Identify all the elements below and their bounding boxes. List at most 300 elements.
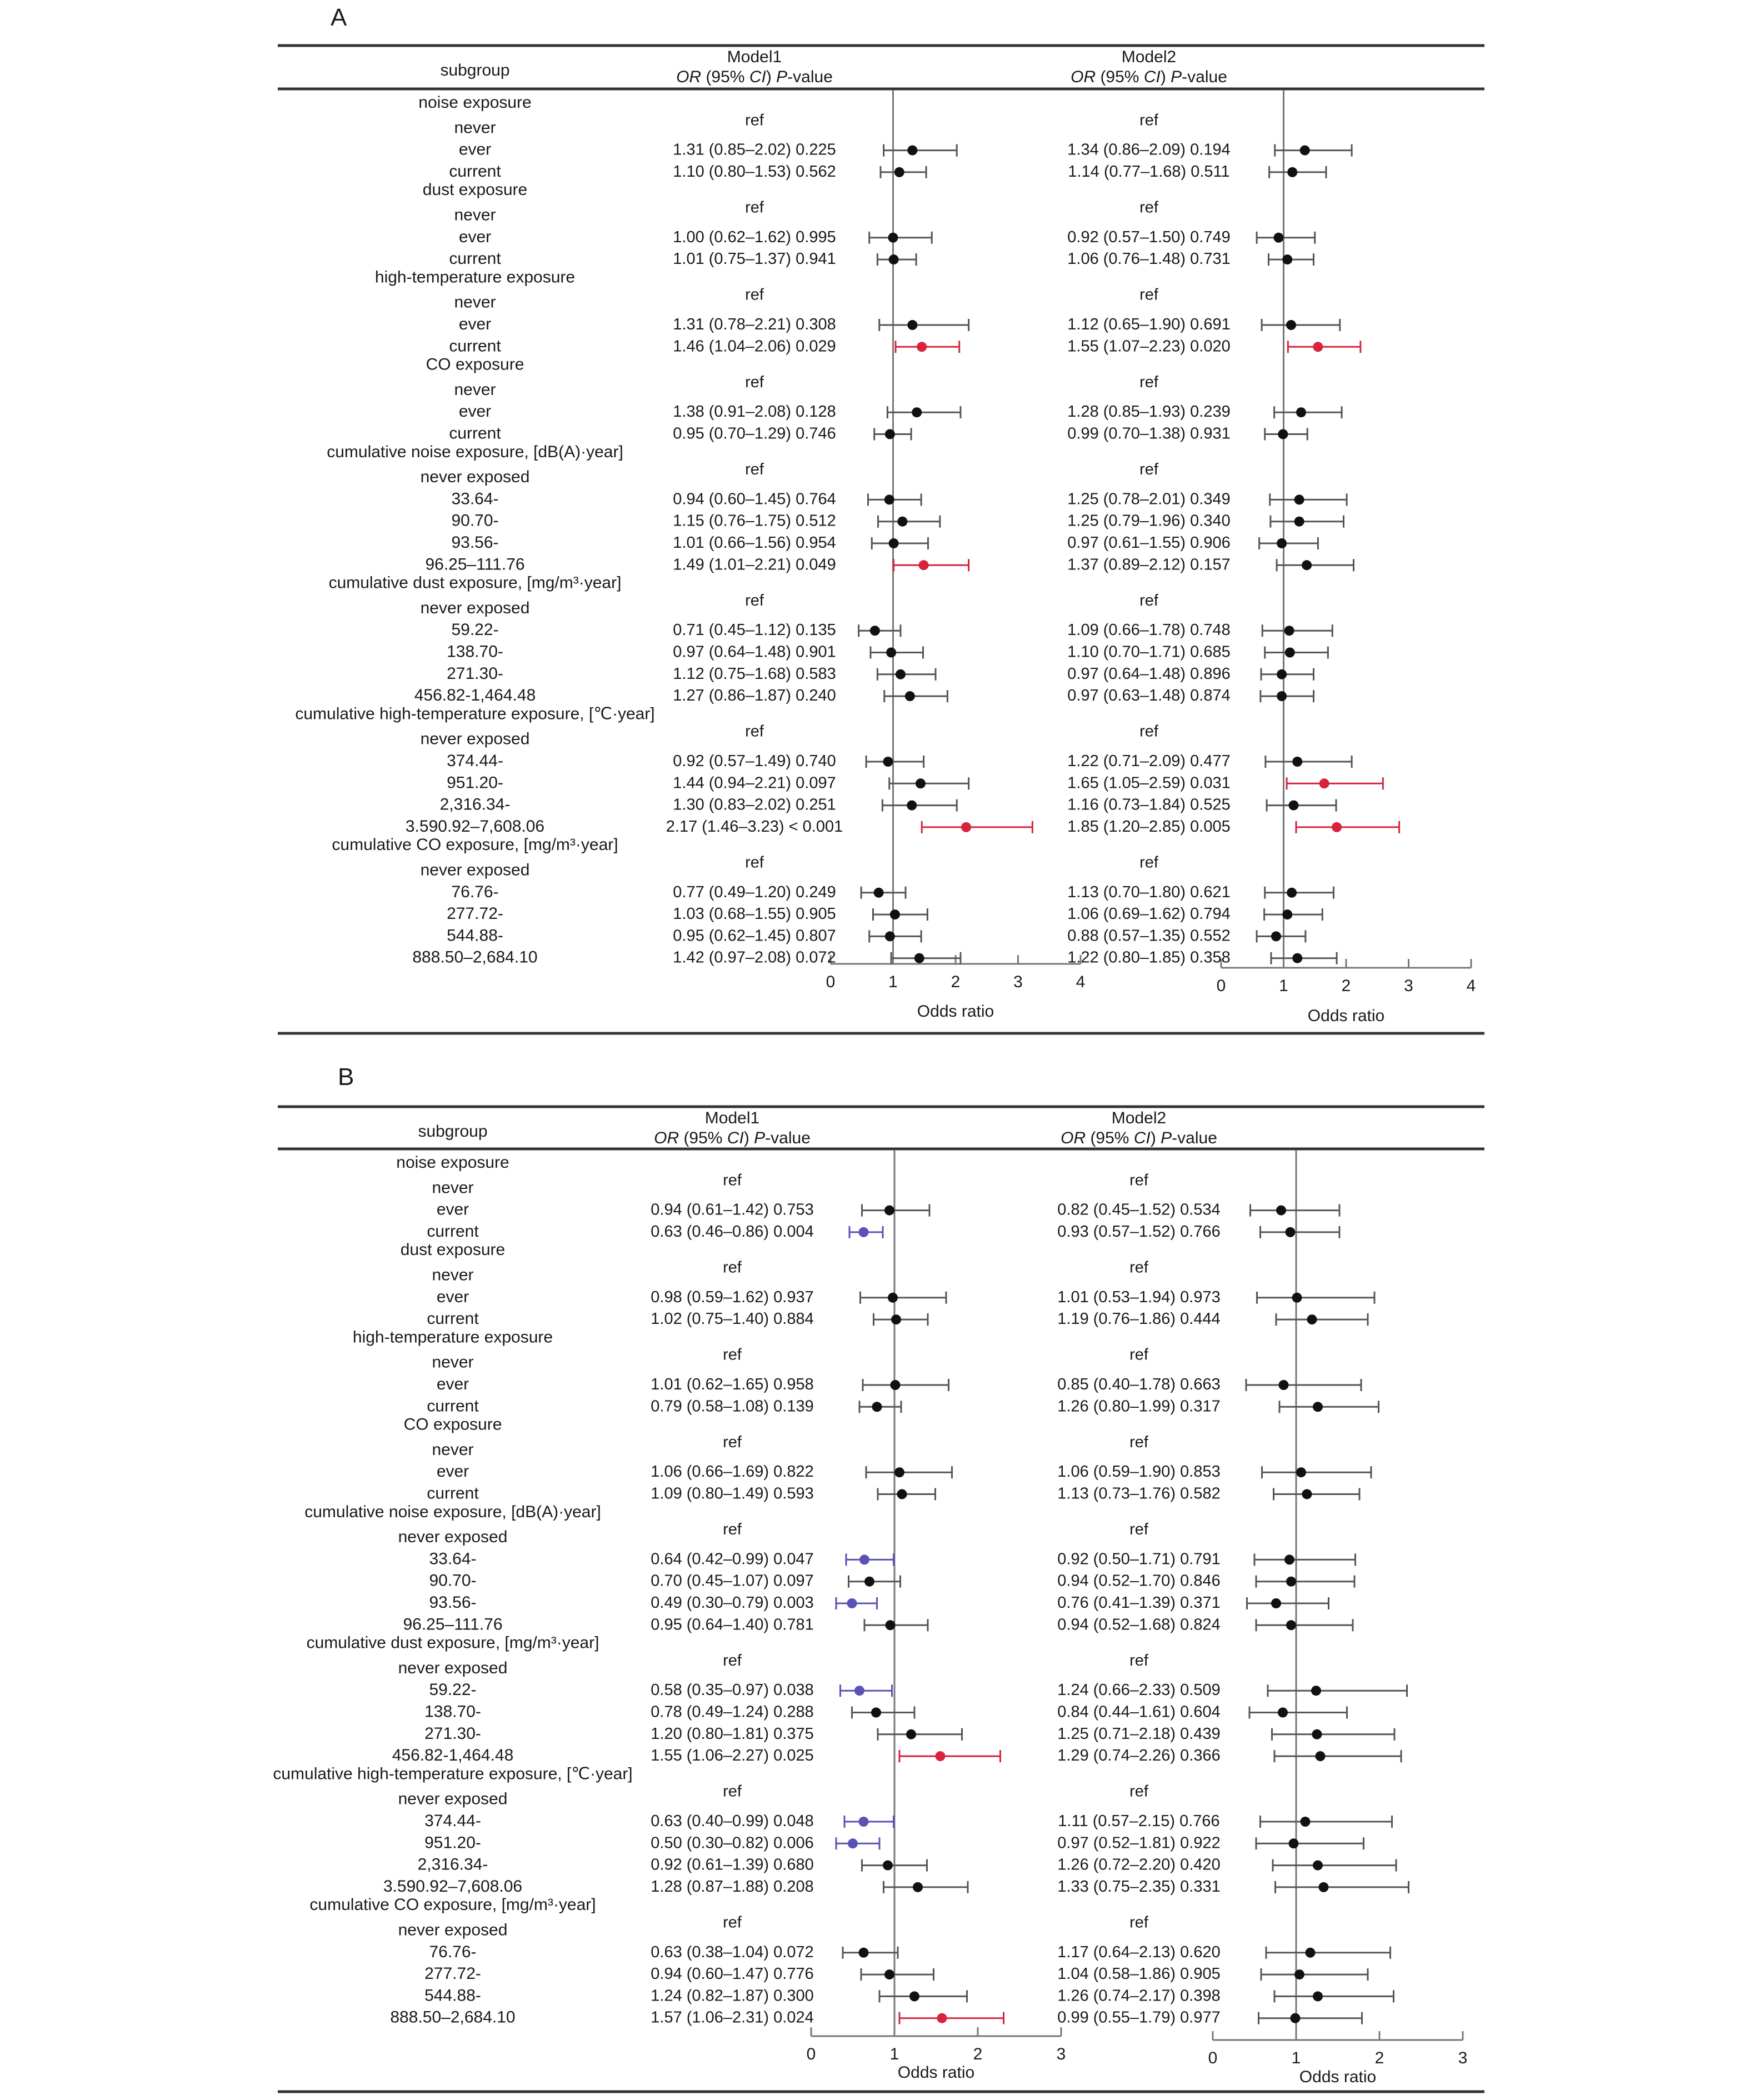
- model-header-1: Model1: [704, 1109, 760, 1127]
- panel-B: [273, 1063, 1484, 2092]
- or-point: [859, 1817, 869, 1827]
- subgroup-level: 277.72-: [447, 904, 503, 923]
- or-ci-p-text: 0.78 (0.49–1.24) 0.288: [651, 1703, 814, 1721]
- subgroup-category: CO exposure: [403, 1415, 502, 1434]
- ref-label: ref: [1129, 1521, 1148, 1539]
- subgroup-level: 271.30-: [447, 664, 503, 683]
- or-ci-p-text: 1.57 (1.06–2.31) 0.024: [651, 2008, 814, 2027]
- x-tick-label: 1: [888, 973, 898, 991]
- x-tick-label: 3: [1013, 973, 1023, 991]
- or-point: [917, 342, 927, 352]
- subgroup-level: never exposed: [420, 468, 530, 487]
- ref-label: ref: [1139, 591, 1158, 609]
- or-point: [1307, 1314, 1317, 1324]
- or-point: [1301, 1817, 1311, 1827]
- or-ci-p-text: 0.95 (0.64–1.40) 0.781: [651, 1616, 814, 1634]
- or-point: [1286, 1577, 1296, 1587]
- or-ci-p-text: 1.28 (0.87–1.88) 0.208: [651, 1877, 814, 1896]
- or-point: [1294, 494, 1304, 504]
- ref-label: ref: [1129, 1651, 1148, 1669]
- ref-label: ref: [723, 1782, 742, 1801]
- subgroup-level: 888.50–2,684.10: [412, 948, 538, 967]
- or-point: [889, 254, 899, 264]
- subgroup-level: 33.64-: [429, 1549, 477, 1568]
- ref-label: ref: [1129, 1913, 1148, 1932]
- or-ci-p-text: 1.27 (0.86–1.87) 0.240: [673, 687, 836, 705]
- subgroup-category: cumulative CO exposure, [mg/m³·year]: [309, 1896, 596, 1914]
- or-point: [885, 931, 895, 941]
- x-tick-label: 1: [1291, 2049, 1301, 2067]
- subgroup-level: 96.25–111.76: [425, 555, 525, 574]
- or-point: [883, 1861, 893, 1871]
- or-ci-p-text: 1.01 (0.62–1.65) 0.958: [651, 1376, 814, 1393]
- ref-label: ref: [1129, 1171, 1148, 1189]
- ref-label: ref: [1139, 111, 1158, 129]
- subgroup-category: noise exposure: [396, 1153, 509, 1172]
- subgroup-category: cumulative dust exposure, [mg/m³·year]: [306, 1633, 599, 1652]
- or-ci-p-text: 0.63 (0.38–1.04) 0.072: [651, 1943, 814, 1961]
- ref-label: ref: [723, 1258, 742, 1277]
- or-point: [1292, 1293, 1302, 1303]
- subgroup-level: never exposed: [420, 729, 530, 748]
- ref-label: ref: [1129, 1346, 1148, 1364]
- or-point: [1271, 931, 1281, 941]
- or-ci-p-text: 1.65 (1.05–2.59) 0.031: [1067, 774, 1231, 792]
- or-point: [891, 1380, 901, 1390]
- or-point: [884, 494, 894, 504]
- or-ci-p-text: 1.09 (0.66–1.78) 0.748: [1067, 621, 1231, 639]
- subgroup-level: never exposed: [420, 861, 530, 879]
- or-ci-p-text: 0.92 (0.57–1.49) 0.740: [673, 752, 836, 770]
- or-point: [1300, 146, 1310, 156]
- or-ci-p-text: 1.12 (0.75–1.68) 0.583: [673, 664, 836, 683]
- or-ci-p-text: 1.01 (0.66–1.56) 0.954: [673, 534, 836, 552]
- or-ci-p-text: 1.85 (1.20–2.85) 0.005: [1067, 817, 1231, 836]
- or-ci-p-text: 0.64 (0.42–0.99) 0.047: [651, 1550, 814, 1568]
- subgroup-category: dust exposure: [422, 181, 528, 199]
- or-ci-p-text: 1.06 (0.69–1.62) 0.794: [1067, 905, 1231, 923]
- panel-label: B: [338, 1063, 354, 1091]
- x-axis-label-model1: Odds ratio: [897, 2063, 975, 2082]
- or-point: [888, 233, 898, 243]
- model-header-2: Model2: [1121, 48, 1177, 66]
- or-ci-p-text: 0.92 (0.57–1.50) 0.749: [1067, 228, 1231, 246]
- subgroup-level: 271.30-: [424, 1724, 481, 1743]
- or-ci-p-text: 1.14 (0.77–1.68) 0.511: [1068, 162, 1230, 181]
- or-ci-p-text: 0.63 (0.46–0.86) 0.004: [651, 1222, 814, 1241]
- or-point: [894, 1467, 904, 1477]
- x-tick-label: 1: [889, 2045, 899, 2063]
- ref-label: ref: [1139, 286, 1158, 304]
- subgroup-level: never exposed: [398, 1528, 508, 1547]
- ref-label: ref: [745, 853, 764, 872]
- panel-A: [278, 4, 1484, 1033]
- or-ci-p-text: 0.58 (0.35–0.97) 0.038: [651, 1681, 814, 1699]
- x-tick-label: 2: [1341, 977, 1351, 995]
- or-ci-p-text: 0.85 (0.40–1.78) 0.663: [1057, 1376, 1221, 1393]
- or-ci-p-text: 1.44 (0.94–2.21) 0.097: [673, 774, 836, 792]
- x-axis-label-model2: Odds ratio: [1299, 2068, 1377, 2086]
- or-ci-p-text: 1.10 (0.70–1.71) 0.685: [1067, 643, 1231, 661]
- or-point: [1282, 254, 1292, 264]
- or-ci-p-text: 1.25 (0.71–2.18) 0.439: [1057, 1724, 1221, 1743]
- subgroup-category: high-temperature exposure: [352, 1328, 553, 1347]
- x-tick-label: 0: [806, 2045, 816, 2063]
- or-ci-p-text: 0.71 (0.45–1.12) 0.135: [673, 621, 836, 639]
- or-point: [907, 320, 917, 330]
- or-point: [872, 1402, 882, 1412]
- or-point: [1278, 429, 1288, 439]
- subgroup-level: never: [432, 1178, 474, 1197]
- subgroup-level: ever: [436, 1287, 469, 1306]
- or-ci-p-text: 0.94 (0.61–1.42) 0.753: [651, 1201, 814, 1219]
- or-ci-p-text: 0.94 (0.52–1.68) 0.824: [1057, 1616, 1221, 1634]
- or-ci-p-text: 1.26 (0.72–2.20) 0.420: [1057, 1856, 1221, 1874]
- or-point: [1279, 1380, 1289, 1390]
- or-ci-p-text: 1.01 (0.53–1.94) 0.973: [1057, 1288, 1221, 1306]
- subgroup-level: never: [432, 1266, 474, 1284]
- or-point: [1294, 517, 1304, 527]
- or-ci-p-text: 0.63 (0.40–0.99) 0.048: [651, 1812, 814, 1830]
- subgroup-level: 90.70-: [451, 511, 499, 530]
- or-point: [1313, 1991, 1323, 2001]
- subgroup-level: never exposed: [398, 1789, 508, 1808]
- or-point: [870, 626, 880, 636]
- subgroup-level: ever: [458, 315, 492, 333]
- x-tick-label: 0: [1216, 977, 1226, 995]
- stat-header: OR (95% CI) P-value: [1061, 1129, 1217, 1147]
- subgroup-category: high-temperature exposure: [374, 268, 576, 287]
- subgroup-level: 544.88-: [424, 1986, 481, 2005]
- or-point: [1313, 1861, 1323, 1871]
- or-point: [894, 167, 904, 177]
- subgroup-level: 2,316.34-: [417, 1855, 488, 1874]
- x-axis-label-model2: Odds ratio: [1307, 1007, 1385, 1025]
- or-ci-p-text: 1.06 (0.59–1.90) 0.853: [1057, 1463, 1221, 1481]
- ref-label: ref: [745, 373, 764, 391]
- or-point: [913, 1882, 923, 1892]
- subgroup-level: current: [449, 249, 501, 268]
- or-ci-p-text: 1.29 (0.74–2.26) 0.366: [1057, 1747, 1221, 1765]
- ref-label: ref: [1139, 461, 1158, 479]
- stat-header: OR (95% CI) P-value: [1071, 68, 1227, 86]
- panel-label: A: [331, 4, 347, 31]
- or-ci-p-text: 0.77 (0.49–1.20) 0.249: [673, 883, 836, 901]
- or-point: [885, 429, 895, 439]
- or-point: [859, 1948, 869, 1958]
- or-point: [1332, 822, 1342, 832]
- or-ci-p-text: 1.55 (1.06–2.27) 0.025: [651, 1747, 814, 1765]
- subgroup-level: 374.44-: [424, 1812, 481, 1830]
- subgroup-level: current: [427, 1397, 479, 1416]
- or-ci-p-text: 1.09 (0.80–1.49) 0.593: [651, 1484, 814, 1503]
- or-point: [859, 1227, 869, 1237]
- or-point: [1286, 1227, 1296, 1237]
- or-point: [1287, 167, 1297, 177]
- or-point: [1286, 320, 1296, 330]
- or-ci-p-text: 0.84 (0.44–1.61) 0.604: [1057, 1703, 1221, 1721]
- subgroup-level: never exposed: [398, 1658, 508, 1677]
- subgroup-level: 33.64-: [451, 489, 499, 508]
- or-ci-p-text: 1.04 (0.58–1.86) 0.905: [1057, 1965, 1221, 1983]
- or-point: [919, 560, 929, 570]
- or-point: [884, 1969, 894, 1979]
- subgroup-level: 76.76-: [429, 1942, 477, 1961]
- subgroup-level: current: [427, 1484, 479, 1503]
- or-ci-p-text: 1.22 (0.80–1.85) 0.358: [1067, 948, 1231, 967]
- subgroup-level: 888.50–2,684.10: [390, 2008, 516, 2027]
- or-point: [896, 669, 906, 679]
- or-ci-p-text: 1.26 (0.80–1.99) 0.317: [1057, 1397, 1221, 1416]
- subgroup-level: 2,316.34-: [439, 795, 511, 814]
- or-point: [1274, 233, 1284, 243]
- or-point: [906, 1729, 916, 1739]
- or-point: [871, 1708, 881, 1718]
- subgroup-level: never: [454, 380, 496, 399]
- or-ci-p-text: 1.00 (0.62–1.62) 0.995: [673, 228, 836, 246]
- or-ci-p-text: 1.20 (0.80–1.81) 0.375: [651, 1724, 814, 1743]
- or-point: [1286, 1620, 1296, 1630]
- subgroup-level: 3.590.92–7,608.06: [405, 817, 545, 836]
- ref-label: ref: [723, 1171, 742, 1189]
- subgroup-level: 3.590.92–7,608.06: [383, 1877, 523, 1896]
- or-point: [884, 1206, 894, 1216]
- or-point: [1291, 2013, 1301, 2023]
- or-point: [914, 953, 924, 963]
- subgroup-level: 544.88-: [447, 926, 503, 945]
- or-point: [1282, 909, 1292, 919]
- subgroup-level: 96.25–111.76: [403, 1615, 503, 1634]
- subgroup-level: ever: [436, 1462, 469, 1481]
- or-ci-p-text: 0.97 (0.64–1.48) 0.901: [673, 643, 836, 661]
- or-ci-p-text: 1.33 (0.75–2.35) 0.331: [1057, 1877, 1221, 1896]
- or-ci-p-text: 0.79 (0.58–1.08) 0.139: [651, 1397, 814, 1416]
- or-point: [890, 909, 900, 919]
- or-ci-p-text: 1.01 (0.75–1.37) 0.941: [673, 250, 836, 268]
- or-ci-p-text: 0.97 (0.61–1.55) 0.906: [1067, 534, 1231, 552]
- or-point: [1319, 1882, 1329, 1892]
- or-point: [1296, 1467, 1306, 1477]
- subgroup-level: current: [449, 424, 501, 443]
- or-point: [936, 1751, 946, 1761]
- subgroup-category: cumulative dust exposure, [mg/m³·year]: [328, 573, 622, 592]
- or-point: [847, 1598, 857, 1608]
- subgroup-level: never exposed: [398, 1921, 508, 1939]
- or-ci-p-text: 0.97 (0.63–1.48) 0.874: [1067, 687, 1231, 705]
- subgroup-level: never exposed: [420, 598, 530, 617]
- or-point: [1289, 801, 1299, 811]
- or-point: [897, 517, 907, 527]
- or-ci-p-text: 1.46 (1.04–2.06) 0.029: [673, 337, 836, 356]
- or-point: [1276, 1206, 1286, 1216]
- or-ci-p-text: 2.17 (1.46–3.23) < 0.001: [666, 817, 843, 836]
- or-ci-p-text: 0.99 (0.70–1.38) 0.931: [1067, 424, 1231, 443]
- ref-label: ref: [723, 1433, 742, 1451]
- ref-label: ref: [745, 461, 764, 479]
- or-ci-p-text: 1.06 (0.66–1.69) 0.822: [651, 1463, 814, 1481]
- or-point: [891, 1314, 901, 1324]
- or-point: [897, 1489, 907, 1499]
- or-point: [1278, 1708, 1288, 1718]
- or-point: [1292, 757, 1302, 767]
- subgroup-level: 93.56-: [451, 533, 499, 552]
- subgroup-category: cumulative noise exposure, [dB(A)·year]: [327, 442, 623, 461]
- or-ci-p-text: 0.88 (0.57–1.35) 0.552: [1067, 927, 1231, 945]
- ref-label: ref: [1139, 722, 1158, 741]
- x-tick-label: 3: [1056, 2045, 1066, 2063]
- or-point: [1313, 1402, 1323, 1412]
- subgroup-level: 138.70-: [424, 1702, 481, 1721]
- subgroup-level: never: [432, 1353, 474, 1372]
- or-ci-p-text: 0.92 (0.50–1.71) 0.791: [1057, 1550, 1221, 1568]
- or-ci-p-text: 1.02 (0.75–1.40) 0.884: [651, 1310, 814, 1328]
- subgroup-level: 456.82-1,464.48: [414, 686, 536, 705]
- subgroup-level: current: [449, 162, 501, 181]
- or-point: [1319, 778, 1329, 788]
- or-ci-p-text: 1.55 (1.07–2.23) 0.020: [1067, 337, 1231, 356]
- subgroup-level: 277.72-: [424, 1964, 481, 1983]
- or-ci-p-text: 1.13 (0.70–1.80) 0.621: [1067, 883, 1231, 901]
- or-point: [883, 757, 893, 767]
- or-ci-p-text: 1.30 (0.83–2.02) 0.251: [673, 796, 836, 814]
- x-tick-label: 3: [1404, 977, 1413, 995]
- or-ci-p-text: 1.31 (0.85–2.02) 0.225: [673, 141, 836, 159]
- ref-label: ref: [723, 1346, 742, 1364]
- or-point: [889, 538, 899, 548]
- subgroup-level: 90.70-: [429, 1571, 477, 1590]
- ref-label: ref: [723, 1651, 742, 1669]
- or-point: [886, 648, 896, 658]
- subgroup-level: ever: [436, 1375, 469, 1393]
- or-ci-p-text: 0.94 (0.60–1.45) 0.764: [673, 490, 836, 508]
- or-ci-p-text: 1.11 (0.57–2.15) 0.766: [1058, 1812, 1220, 1830]
- or-ci-p-text: 0.82 (0.45–1.52) 0.534: [1057, 1201, 1221, 1219]
- x-axis-label-model1: Odds ratio: [917, 1002, 994, 1021]
- or-point: [1302, 1489, 1312, 1499]
- or-point: [1277, 691, 1287, 701]
- ref-label: ref: [745, 286, 764, 304]
- subgroup-level: current: [449, 337, 501, 356]
- stat-header: OR (95% CI) P-value: [676, 68, 833, 86]
- or-ci-p-text: 1.25 (0.79–1.96) 0.340: [1067, 512, 1231, 530]
- or-point: [1277, 538, 1287, 548]
- x-tick-label: 0: [826, 973, 836, 991]
- or-ci-p-text: 1.24 (0.66–2.33) 0.509: [1057, 1681, 1221, 1699]
- or-point: [1284, 1554, 1294, 1564]
- or-ci-p-text: 1.31 (0.78–2.21) 0.308: [673, 316, 836, 333]
- subgroup-header: subgroup: [440, 61, 510, 79]
- or-ci-p-text: 0.95 (0.70–1.29) 0.746: [673, 424, 836, 443]
- or-point: [1316, 1751, 1326, 1761]
- subgroup-level: ever: [458, 402, 492, 421]
- or-ci-p-text: 1.22 (0.71–2.09) 0.477: [1067, 752, 1231, 770]
- or-ci-p-text: 0.99 (0.55–1.79) 0.977: [1057, 2008, 1221, 2027]
- or-point: [916, 778, 926, 788]
- ref-label: ref: [745, 591, 764, 609]
- or-ci-p-text: 1.26 (0.74–2.17) 0.398: [1057, 1987, 1221, 2005]
- x-tick-label: 4: [1076, 973, 1086, 991]
- ref-label: ref: [1139, 373, 1158, 391]
- subgroup-level: never: [432, 1440, 474, 1459]
- subgroup-category: CO exposure: [426, 355, 524, 374]
- or-point: [1277, 669, 1287, 679]
- or-point: [912, 407, 922, 417]
- or-ci-p-text: 1.10 (0.80–1.53) 0.562: [673, 162, 836, 181]
- or-point: [848, 1838, 858, 1848]
- x-tick-label: 4: [1466, 977, 1476, 995]
- subgroup-level: 93.56-: [429, 1593, 477, 1612]
- or-ci-p-text: 0.76 (0.41–1.39) 0.371: [1057, 1594, 1221, 1612]
- subgroup-header: subgroup: [418, 1122, 488, 1141]
- or-ci-p-text: 0.97 (0.64–1.48) 0.896: [1067, 664, 1231, 683]
- x-tick-label: 3: [1458, 2049, 1468, 2067]
- ref-label: ref: [745, 722, 764, 741]
- subgroup-level: ever: [458, 227, 492, 246]
- or-point: [1311, 1686, 1321, 1696]
- or-ci-p-text: 1.34 (0.86–2.09) 0.194: [1067, 141, 1231, 159]
- subgroup-category: cumulative high-temperature exposure, [℃·year]: [273, 1764, 633, 1783]
- subgroup-level: current: [427, 1309, 479, 1328]
- ref-label: ref: [1139, 853, 1158, 872]
- or-ci-p-text: 0.95 (0.62–1.45) 0.807: [673, 927, 836, 945]
- or-point: [886, 1620, 896, 1630]
- ref-label: ref: [1129, 1782, 1148, 1801]
- x-tick-label: 2: [973, 2045, 983, 2063]
- or-point: [1312, 1729, 1322, 1739]
- subgroup-level: 76.76-: [451, 882, 499, 901]
- or-point: [1284, 626, 1294, 636]
- subgroup-level: 456.82-1,464.48: [392, 1746, 514, 1765]
- model-header-2: Model2: [1111, 1109, 1167, 1127]
- or-ci-p-text: 1.24 (0.82–1.87) 0.300: [651, 1987, 814, 2005]
- or-ci-p-text: 0.94 (0.60–1.47) 0.776: [651, 1965, 814, 1983]
- ref-label: ref: [1129, 1258, 1148, 1277]
- or-point: [874, 888, 884, 898]
- or-ci-p-text: 1.13 (0.73–1.76) 0.582: [1057, 1484, 1221, 1503]
- or-ci-p-text: 0.94 (0.52–1.70) 0.846: [1057, 1572, 1221, 1590]
- x-tick-label: 1: [1279, 977, 1288, 995]
- or-ci-p-text: 1.38 (0.91–2.08) 0.128: [673, 403, 836, 421]
- or-point: [907, 801, 917, 811]
- subgroup-level: ever: [458, 140, 492, 159]
- subgroup-category: dust exposure: [400, 1241, 506, 1259]
- ref-label: ref: [1139, 198, 1158, 217]
- subgroup-level: 59.22-: [429, 1681, 477, 1699]
- subgroup-level: 374.44-: [447, 752, 503, 770]
- or-ci-p-text: 0.92 (0.61–1.39) 0.680: [651, 1856, 814, 1874]
- subgroup-level: current: [427, 1222, 479, 1241]
- or-ci-p-text: 1.03 (0.68–1.55) 0.905: [673, 905, 836, 923]
- or-ci-p-text: 1.37 (0.89–2.12) 0.157: [1067, 556, 1231, 574]
- or-ci-p-text: 1.49 (1.01–2.21) 0.049: [673, 556, 836, 574]
- or-point: [854, 1686, 864, 1696]
- or-point: [1271, 1598, 1281, 1608]
- subgroup-level: never: [454, 206, 496, 224]
- subgroup-level: 59.22-: [451, 621, 499, 639]
- or-point: [1302, 560, 1312, 570]
- or-point: [1296, 407, 1306, 417]
- or-ci-p-text: 0.49 (0.30–0.79) 0.003: [651, 1594, 814, 1612]
- or-ci-p-text: 1.12 (0.65–1.90) 0.691: [1067, 316, 1231, 333]
- subgroup-category: cumulative noise exposure, [dB(A)·year]: [304, 1502, 601, 1521]
- or-ci-p-text: 1.06 (0.76–1.48) 0.731: [1067, 250, 1231, 268]
- or-point: [1294, 1969, 1304, 1979]
- subgroup-category: cumulative high-temperature exposure, [℃·year]: [295, 704, 655, 723]
- or-point: [1313, 342, 1323, 352]
- or-point: [1287, 888, 1297, 898]
- subgroup-category: noise exposure: [418, 93, 532, 112]
- or-ci-p-text: 0.93 (0.57–1.52) 0.766: [1057, 1222, 1221, 1241]
